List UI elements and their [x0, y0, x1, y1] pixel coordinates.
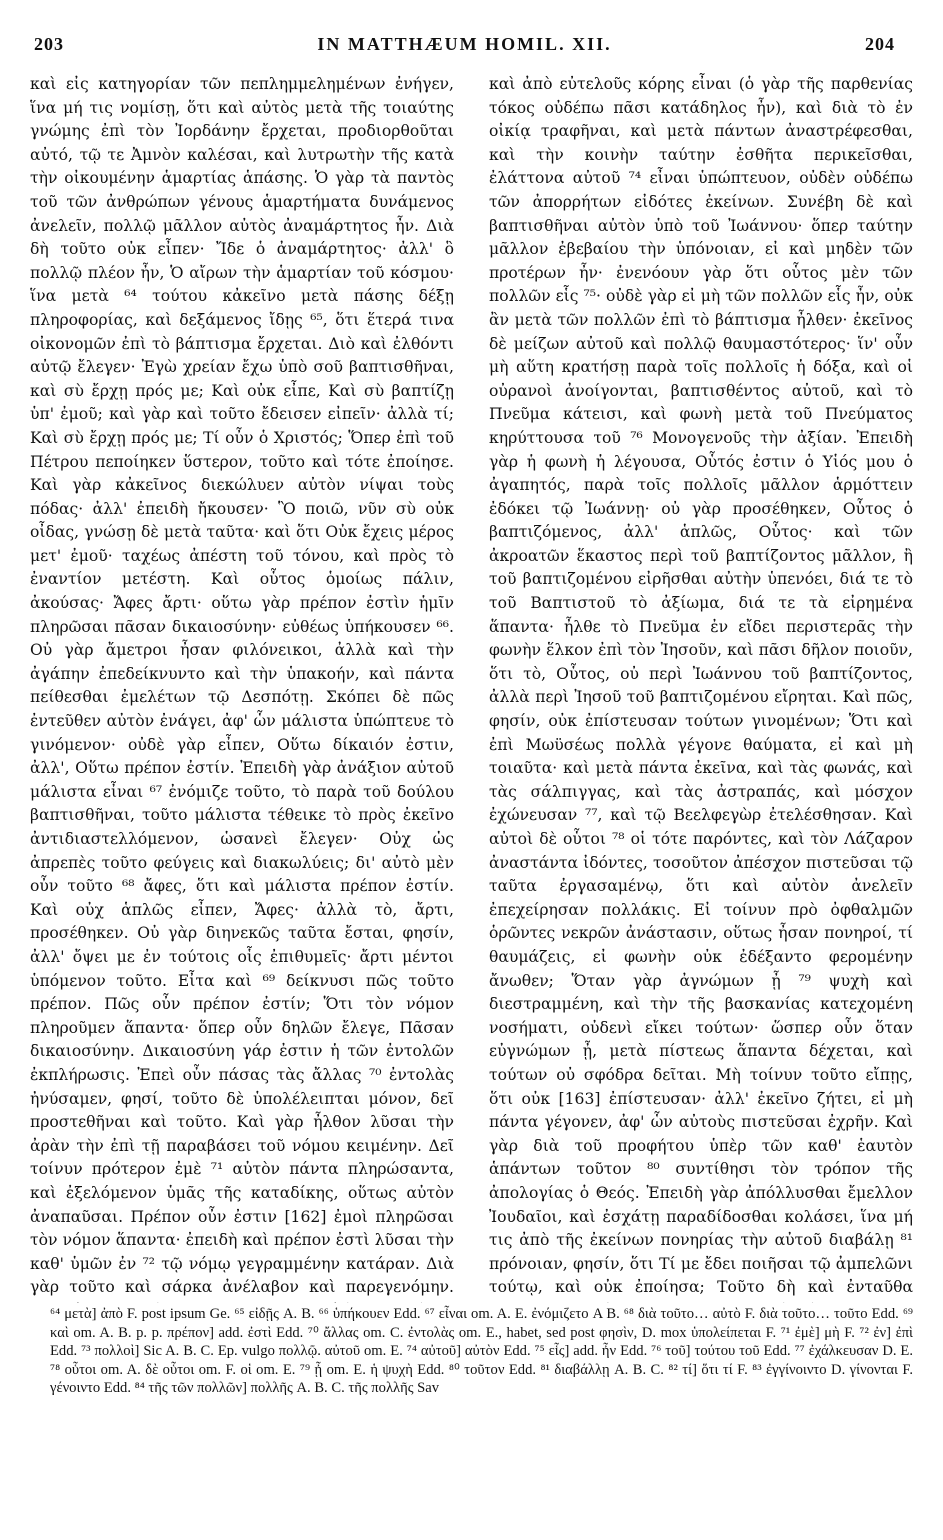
- footnotes: ⁶⁴ μετὰ] ἀπὸ F. post ipsum Ge. ⁶⁵ εἰδῇς A. B. ⁶⁶ ὑπήκουεν Edd. ⁶⁷ εἶναι om. A. E. ἐνόμιζετο A B. ⁶⁸ διὰ τοῦτο… αὐτὸ F. διὰ τοῦτο… τοῦτο Edd. ⁶⁹ καὶ om. A. B. p. p. πρέπον] add. ἐστὶ Edd. ⁷⁰ ἄλλας om. C. ἐντολὰς om. E., habet, sed post φησὶν, D. mox ὑπολείπεται F. ⁷¹ ἐμὲ] μὴ F. ⁷² ἐν] ἐπὶ Edd. ⁷³ πολλοὶ] Sic A. B. C. Ep. vulgo πολλῷ. αὐτοῦ om. E. ⁷⁴ αὐτοῦ] αὐτὸν Edd. ⁷⁵ εἷς] add. ἦν Edd. ⁷⁶ τοῦ] τούτου τοῦ Edd. ⁷⁷ ἐχάλκευσαν D. E. ⁷⁸ οὗτοι om. A. δὲ οὗτοι om. F. οἱ om. E. ⁷⁹ ᾖ om. E. ἡ ψυχὴ Edd. ⁸⁰ τοῦτον Edd. ⁸¹ διαβάλλῃ A. B. C. ⁸² τί] ὅτι τί F. ⁸³ ἐγγίνοιντο D. γίνονται F. γένοιντο Edd. ⁸⁴ τῆς τῶν πολλῶν] πολλῆς A. B. C. τῆς πολλῆς Sav: [50, 1306, 913, 1396]
- text-columns: [30, 73, 913, 1303]
- left-column: [30, 73, 454, 1303]
- page-number-right: 204: [864, 34, 895, 54]
- right-column: [489, 73, 913, 1303]
- page-number-left: 203: [34, 34, 64, 54]
- paragraph: καὶ ἀπὸ εὐτελοῦς κόρης εἶναι (ὁ γὰρ τῆς παρθενίας τόκος οὐδέπω πᾶσι κατάδηλος ἦν), καὶ διὰ τὸ ἐν οἰκίᾳ τραφῆναι, καὶ μετὰ πάντων ἀναστρέφεσθαι, καὶ τὴν κοινὴν ταύτην ἐσθῆτα περικεῖσθαι, ἐλάττονα αὐτοῦ ⁷⁴ εἶναι ὑπώπτευον, οὐδὲν οὐδέπω τῶν ἀπορρήτων εἰδότες ἐκείνων. Συνέβη δὲ καὶ βαπτισθῆναι αὐτὸν ὑπὸ τοῦ Ἰωάννου· ὅπερ ταύτην μᾶλλον ἐβεβαίου τὴν ὑπόνοιαν, εἰ καὶ μηδὲν τῶν προτέρων ἦν· ἐνενόουν γὰρ ὅτι οὗτος μὲν τῶν πολλῶν εἷς ⁷⁵· οὐδὲ γὰρ εἰ μὴ τῶν πολλῶν εἷς ἦν, οὐκ ἂν μετὰ τῶν πολλῶν ἐπὶ τὸ βάπτισμα ἦλθεν· ἐκεῖνος δὲ μείζων αὐτοῦ καὶ πολλῷ θαυμαστότερος· ἵν' οὖν μὴ αὕτη κρατήσῃ παρὰ τοῖς πολλοῖς ἡ δόξα, καὶ οἱ οὐρανοὶ ἀνοίγονται, βαπτισθέντος αὐτοῦ, καὶ τὸ Πνεῦμα κάτεισι, καὶ φωνὴ μετὰ τοῦ Πνεύματος κηρύττουσα τοῦ ⁷⁶ Μονογενοῦς τὴν ἀξίαν. Ἐπειδὴ γὰρ ἡ φωνὴ ἡ λέγουσα, Οὗτός ἐστιν ὁ Υἱός μου ὁ ἀγαπητός, παρὰ τοῖς πολλοῖς μᾶλλον ἁρμόττειν ἐδόκει τῷ Ἰωάννῃ· οὐ γὰρ προσέθηκεν, Οὗτος ὁ βαπτιζόμενος, ἀλλ' ἁπλῶς, Οὗτος· καὶ τῶν ἀκροατῶν ἕκαστος περὶ τοῦ βαπτίζοντος μᾶλλον, ἢ τοῦ βαπτιζομένου εἰρῆσθαι αὐτὴν ὑπενόει, διά τε τὸ τοῦ Βαπτιστοῦ τὸ ἀξίωμα, διά τε τὰ εἰρημένα ἅπαντα· ἦλθε τὸ Πνεῦμα ἐν εἴδει περιστερᾶς τὴν φωνὴν ἕλκον ἐπὶ τὸν Ἰησοῦν, καὶ πᾶσι δῆλον ποιοῦν, ὅτι τὸ, Οὗτος, οὐ περὶ Ἰωάννου τοῦ βαπτίζοντος, ἀλλὰ περὶ Ἰησοῦ τοῦ βαπτιζομένου εἴρηται. Καὶ πῶς, φησίν, οὐκ ἐπίστευσαν τούτων γινομένων; Ὅτι καὶ ἐπὶ Μωϋσέως πολλὰ γέγονε θαύματα, εἰ καὶ μὴ τοιαῦτα· καὶ μετὰ πάντα ἐκεῖνα, καὶ τὰς φωνάς, καὶ τὰς σάλπιγγας, καὶ τὰς ἀστραπάς, καὶ μόσχον ἐχώνευσαν ⁷⁷, καὶ τῷ Βεελφεγὼρ ἐτελέσθησαν. Καὶ αὐτοὶ δὲ οὗτοι ⁷⁸ οἱ τότε παρόντες, καὶ τὸν Λάζαρον ἀναστάντα ἰδόντες, τοσοῦτον ἀπέσχον πιστεῦσαι τῷ ταῦτα ἐργασαμένῳ, ὅτι καὶ αὐτὸν ἀνελεῖν ἐπεχείρησαν πολλάκις. Εἰ τοίνυν πρὸ ὀφθαλμῶν ὁρῶντες νεκρῶν ἀνάστασιν, οὕτως ἦσαν πονηροί, τί θαυμάζεις, εἰ φωνὴν οὐκ ἐδέξαντο φερομένην ἄνωθεν; Ὅταν γὰρ ἀγνώμων ᾖ ⁷⁹ ψυχὴ καὶ διεστραμμένη, καὶ τὴν τῆς βασκανίας κατεχομένη νοσήματι, οὐδενὶ εἴκει τούτων· ὥσπερ οὖν ὅταν εὐγνώμων ᾖ, μετὰ πίστεως ἅπαντα δέχεται, καὶ τούτων οὐ σφόδρα δεῖται. Μὴ τοίνυν τοῦτο εἴπῃς, ὅτι οὐκ [163] ἐπίστευσαν· ἀλλ' ἐκεῖνο ζήτει, εἰ μὴ πάντα γέγονεν, ἀφ' ὧν αὐτοὺς πιστεῦσαι ἐχρῆν. Καὶ γὰρ διὰ τοῦ προφήτου ὑπὲρ τῶν καθ' ἑαυτὸν ἁπάντων τοῦτον ⁸⁰ συντίθησι τὸν τρόπον τῆς ἀπολογίας ὁ Θεός. Ἐπειδὴ γὰρ ἀπόλλυσθαι ἔμελλον Ἰουδαῖοι, καὶ ἐσχάτῃ παραδίδοσθαι κολάσει, ἵνα μή τις ἀπὸ τῆς ἐκείνων πονηρίας τὴν αὐτοῦ διαβάλῃ ⁸¹ πρόνοιαν, φησίν, ὅτι Τί με ἔδει ποιῆσαι τῷ ἀμπελῶνι τούτῳ, καὶ οὐκ ἐποίησα; Τοῦτο δὴ καὶ ἐνταῦθα: [489, 75, 913, 1297]
- running-header: [30, 34, 913, 55]
- running-title: IN MATTHÆUM HOMIL. XII.: [317, 34, 612, 54]
- paragraph: καὶ εἰς κατηγορίαν τῶν πεπλημμελημένων ἐνήγεν, ἵνα μή τις νομίσῃ, ὅτι καὶ αὐτὸς μετὰ τῆς τοιαύτης γνώμης ἐπὶ τὸν Ἰορδάνην ἔρχεται, προδιορθοῦται αὐτό, τῷ τε Ἀμνὸν καλέσαι, καὶ λυτρωτὴν τῆς κατὰ τὴν οἰκουμένην ἁμαρτίας ἁπάσης. Ὁ γὰρ τὰ παντὸς τοῦ τῶν ἀνθρώπων γένους ἁμαρτήματα δυνάμενος ἀνελεῖν, πολλῷ μᾶλλον αὐτὸς ἀναμάρτητος ἦν. Διὰ δὴ τοῦτο οὐκ εἶπεν· Ἴδε ὁ ἀναμάρτητος· ἀλλ' ὃ πολλῷ πλέον ἦν, Ὁ αἴρων τὴν ἁμαρτίαν τοῦ κόσμου· ἵνα μετὰ ⁶⁴ τούτου κἀκεῖνο μετὰ πάσης δέξῃ πληροφορίας, καὶ δεξάμενος ἴδῃς ⁶⁵, ὅτι ἕτερά τινα οἰκονομῶν ἐπὶ τὸ βάπτισμα ἔρχεται. Διὸ καὶ ἐλθόντι αὐτῷ ἔλεγεν· Ἐγὼ χρείαν ἔχω ὑπὸ σοῦ βαπτισθῆναι, καὶ σὺ ἔρχῃ πρός με; Καὶ οὐκ εἶπε, Καὶ σὺ βαπτίζῃ ὑπ' ἐμοῦ; καὶ γὰρ καὶ τοῦτο ἔδεισεν εἰπεῖν· ἀλλὰ τί; Καὶ σὺ ἔρχῃ πρός με; Τί οὖν ὁ Χριστός; Ὅπερ ἐπὶ τοῦ Πέτρου πεποίηκεν ὕστερον, τοῦτο καὶ τότε ἐποίησε. Καὶ γὰρ κἀκεῖνος διεκώλυεν αὐτὸν νίψαι τοὺς πόδας· ἀλλ' ἐπειδὴ ἤκουσεν· Ὃ ποιῶ, νῦν σὺ οὐκ οἶδας, γνώσῃ δὲ μετὰ ταῦτα· καὶ ὅτι Οὐκ ἔχεις μέρος μετ' ἐμοῦ· ταχέως ἀπέστη τοῦ τόνου, καὶ πρὸς τὸ ἐναντίον μετέστη. Καὶ οὗτος ὁμοίως πάλιν, ἀκούσας· Ἄφες ἄρτι· οὕτω γὰρ πρέπον ἐστὶν ἡμῖν πληρῶσαι πᾶσαν δικαιοσύνην· εὐθέως ὑπήκουσεν ⁶⁶. Οὐ γὰρ ἄμετροι ἦσαν φιλόνεικοι, ἀλλὰ καὶ τὴν ἀγάπην ἐπεδείκνυντο καὶ τὴν ὑπακοήν, καὶ πάντα πείθεσθαι ἐμελέτων τῷ Δεσπότῃ. Σκόπει δὲ πῶς ἐντεῦθεν αὐτὸν ἐνάγει, ἀφ' ὧν μάλιστα ὑπώπτευε τὸ γινόμενον· οὐδὲ γὰρ εἶπεν, Οὕτω δίκαιόν ἐστιν, ἀλλ', Οὕτω πρέπον ἐστίν. Ἐπειδὴ γὰρ ἀνάξιον αὐτοῦ μάλιστα εἶναι ⁶⁷ ἐνόμιζε τοῦτο, τὸ παρὰ τοῦ δούλου βαπτισθῆναι, τοῦτο μάλιστα τέθεικε τὸ πρὸς ἐκεῖνο ἀντιδιαστελλόμενον, ὡσανεὶ ἔλεγεν· Οὐχ ὡς ἀπρεπὲς τοῦτο φεύγεις καὶ διακωλύεις; δι' αὐτὸ μὲν οὖν τοῦτο ⁶⁸ ἄφες, ὅτι καὶ μάλιστα πρέπον ἐστίν. Καὶ οὐχ ἁπλῶς εἶπεν, Ἄφες· ἀλλὰ τὸ, ἄρτι, προσέθηκεν. Οὐ γὰρ διηνεκῶς ταῦτα ἔσται, φησίν, ἀλλ' ὄψει με ἐν τούτοις οἷς ἐπιθυμεῖς· ἄρτι μέντοι ὑπόμενον τοῦτο. Εἶτα καὶ ⁶⁹ δείκνυσι πῶς τοῦτο πρέπον. Πῶς οὖν πρέπον ἐστίν; Ὅτι τὸν νόμον πληροῦμεν ἅπαντα· ὅπερ οὖν δηλῶν ἔλεγε, Πᾶσαν δικαιοσύνην. Δικαιοσύνη γάρ ἐστιν ἡ τῶν ἐντολῶν ἐκπλήρωσις. Ἐπεὶ οὖν πάσας τὰς ἄλλας ⁷⁰ ἐντολὰς ἠνύσαμεν, φησί, τοῦτο δὲ ὑπολέλειπται μόνον, δεῖ προστεθῆναι καὶ τοῦτο. Καὶ γὰρ ἦλθον λῦσαι τὴν ἀρὰν τὴν ἐπὶ τῇ παραβάσει τοῦ νόμου κειμένην. Δεῖ τοίνυν πρότερον ἐμὲ ⁷¹ αὐτὸν πάντα πληρώσαντα, καὶ ἐξελόμενον ὑμᾶς τῆς καταδίκης, οὕτως αὐτὸν ἀναπαῦσαι. Πρέπον οὖν ἐστιν [162] ἐμοὶ πληρῶσαι τὸν νόμον ἅπαντα· ἐπειδὴ καὶ πρέπον ἐστὶ λῦσαι τὴν καθ' ὑμῶν ἐν ⁷² τῷ νόμῳ γεγραμμένην κατάραν. Διὰ γὰρ τοῦτο καὶ σάρκα ἀνέλαβον καὶ παρεγενόμην.: [30, 75, 454, 1297]
